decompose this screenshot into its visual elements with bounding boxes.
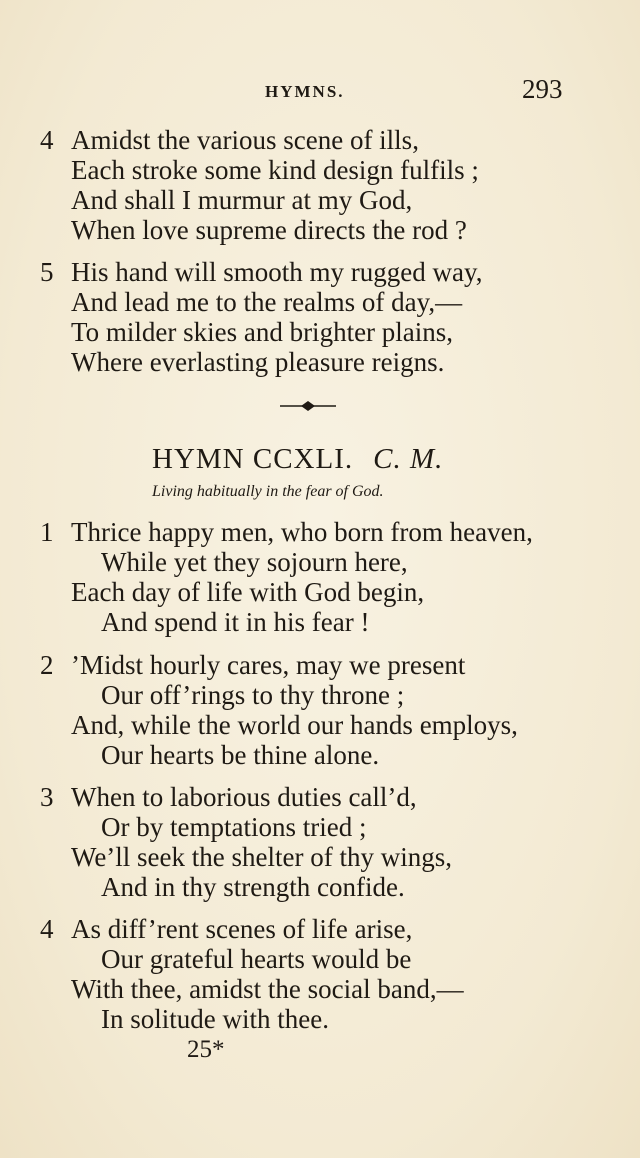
verse-line: His hand will smooth my rugged way, <box>71 257 483 287</box>
stanza-4 <box>40 914 620 1034</box>
verse-line: With thee, amidst the social band,— <box>71 974 464 1004</box>
stanza-number: 5 <box>40 257 54 287</box>
verse-line: When love supreme directs the rod ? <box>71 215 467 245</box>
verse-line: Amidst the various scene of ills, <box>71 125 419 155</box>
verse-line: Where everlasting pleasure reigns. <box>71 347 445 377</box>
verse-line: Our off’rings to thy throne ; <box>101 680 405 710</box>
verse-line: And spend it in his fear ! <box>101 607 370 637</box>
verse-line: In solitude with thee. <box>101 1004 329 1034</box>
verse-line: To milder skies and brighter plains, <box>71 317 454 347</box>
ornament-divider <box>278 400 338 412</box>
verse-line: Our hearts be thine alone. <box>101 740 380 770</box>
stanza-5-previous <box>40 257 620 377</box>
verse-line: Or by temptations tried ; <box>101 812 367 842</box>
verse-line: And lead me to the realms of day,— <box>71 287 463 317</box>
hymn-meter: C. M. <box>373 443 444 475</box>
verse-line: While yet they sojourn here, <box>101 547 408 577</box>
verse-line: As diff’rent scenes of life arise, <box>71 914 413 944</box>
verse-line: Thrice happy men, who born from heaven, <box>71 517 533 547</box>
stanza-number: 2 <box>40 650 54 680</box>
stanza-number: 4 <box>40 125 54 155</box>
stanza-number: 4 <box>40 914 54 944</box>
stanza-4-previous <box>40 125 620 245</box>
stanza-1 <box>40 517 620 637</box>
verse-line: Each day of life with God begin, <box>71 577 425 607</box>
hymn-title <box>152 443 443 476</box>
verse-line: Our grateful hearts would be <box>101 944 412 974</box>
verse-line: And shall I murmur at my God, <box>71 185 413 215</box>
verse-line: And, while the world our hands employs, <box>71 710 518 740</box>
verse-line: And in thy strength confide. <box>101 872 405 902</box>
signature-mark: 25* <box>187 1036 225 1063</box>
stanza-2 <box>40 650 620 770</box>
verse-line: When to laborious duties call’d, <box>71 782 417 812</box>
page-number: 293 <box>522 74 563 104</box>
verse-line: We’ll seek the shelter of thy wings, <box>71 842 452 872</box>
stanza-3 <box>40 782 620 902</box>
hymn-subtitle: Living habitually in the fear of God. <box>152 483 384 500</box>
hymn-number: HYMN CCXLI. <box>152 443 354 475</box>
verse-line: ’Midst hourly cares, may we present <box>71 650 466 680</box>
stanza-number: 3 <box>40 782 54 812</box>
running-head: HYMNS. <box>265 82 345 101</box>
verse-line: Each stroke some kind design fulfils ; <box>71 155 479 185</box>
stanza-number: 1 <box>40 517 54 547</box>
